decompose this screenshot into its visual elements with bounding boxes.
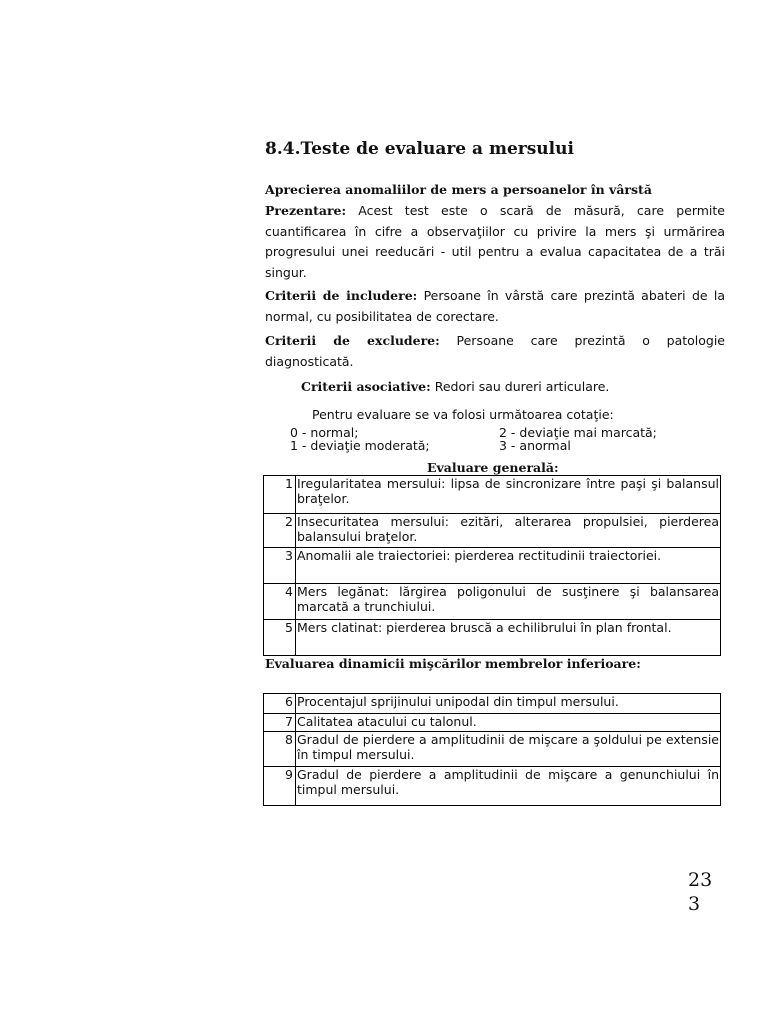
- prezentare-text: Acest test este o scară de măsură, care permite cuantificarea în cifre a observaţiilor cu privire la mers şi urmărirea progresului unei reeducări - util pentru a evalua capacitatea de a trăi singur.: [265, 203, 725, 280]
- table-row: [264, 476, 721, 514]
- row-number: 1: [264, 476, 296, 514]
- row-text: Gradul de pierdere a amplitudinii de mişcare a şoldului pe extensie în timpul mersului.: [296, 732, 721, 767]
- prezentare-paragraph: [265, 201, 725, 283]
- page-number-line-2: 3: [688, 893, 701, 915]
- row-number: 6: [264, 694, 296, 714]
- scale-item-2: 2 - deviaţie mai marcată;: [499, 425, 657, 440]
- test-subtitle: Aprecierea anomaliilor de mers a persoanelor în vârstă: [265, 182, 652, 197]
- table-row: [264, 514, 721, 548]
- evaluare-generala-heading: Evaluare generală:: [427, 460, 559, 475]
- row-text: Gradul de pierdere a amplitudinii de mişcare a genunchiului în timpul mersului.: [296, 767, 721, 806]
- row-number: 8: [264, 732, 296, 767]
- table-row: [264, 620, 721, 656]
- row-text: Iregularitatea mersului: lipsa de sincronizare între paşi şi balansul braţelor.: [296, 476, 721, 514]
- criterii-excludere-label: Criterii de excludere:: [265, 333, 440, 348]
- row-number: 2: [264, 514, 296, 548]
- criterii-asociative-label: Criterii asociative:: [301, 379, 431, 394]
- table-row: [264, 767, 721, 806]
- scale-item-1: 1 - deviaţie moderată;: [290, 438, 430, 453]
- row-number: 3: [264, 548, 296, 584]
- row-number: 9: [264, 767, 296, 806]
- page-number-line-1: 23: [688, 869, 713, 891]
- criterii-asociative-text: Redori sau dureri articulare.: [430, 379, 610, 394]
- evaluare-generala-table: [263, 475, 721, 656]
- scale-item-3: 3 - anormal: [499, 438, 571, 453]
- row-text: Anomalii ale traiectoriei: pierderea rectitudinii traiectoriei.: [296, 548, 721, 584]
- criterii-excludere-paragraph: [265, 331, 725, 372]
- table-row: [264, 584, 721, 620]
- section-title: 8.4.Teste de evaluare a mersului: [265, 139, 574, 159]
- row-text: Mers legănat: lărgirea poligonului de susţinere şi balansarea marcată a trunchiului.: [296, 584, 721, 620]
- criterii-includere-text: Persoane în vârstă care prezintă abateri de la normal, cu posibilitatea de corectare.: [265, 288, 725, 324]
- scale-item-0: 0 - normal;: [290, 425, 359, 440]
- row-text: Mers clatinat: pierderea bruscă a echilibrului în plan frontal.: [296, 620, 721, 656]
- criterii-asociative-paragraph: [301, 377, 721, 398]
- row-text: Insecuritatea mersului: ezitări, alterarea propulsiei, pierderea balansului braţelor.: [296, 514, 721, 548]
- row-number: 4: [264, 584, 296, 620]
- page-number: [688, 868, 712, 916]
- table-row: [264, 714, 721, 732]
- evaluare-dinamica-heading: Evaluarea dinamicii mişcărilor membrelor inferioare:: [265, 656, 641, 671]
- criterii-includere-paragraph: [265, 286, 725, 327]
- criterii-excludere-text: Persoane care prezintă o patologie diagnosticată.: [265, 333, 725, 369]
- table-row: [264, 548, 721, 584]
- cotatie-intro: Pentru evaluare se va folosi următoarea cotaţie:: [312, 407, 614, 422]
- row-number: 7: [264, 714, 296, 732]
- table-row: [264, 694, 721, 714]
- evaluare-dinamica-table: [263, 693, 721, 806]
- prezentare-label: Prezentare:: [265, 203, 347, 218]
- criterii-includere-label: Criterii de includere:: [265, 288, 418, 303]
- row-number: 5: [264, 620, 296, 656]
- row-text: Calitatea atacului cu talonul.: [296, 714, 721, 732]
- row-text: Procentajul sprijinului unipodal din timpul mersului.: [296, 694, 721, 714]
- table-row: [264, 732, 721, 767]
